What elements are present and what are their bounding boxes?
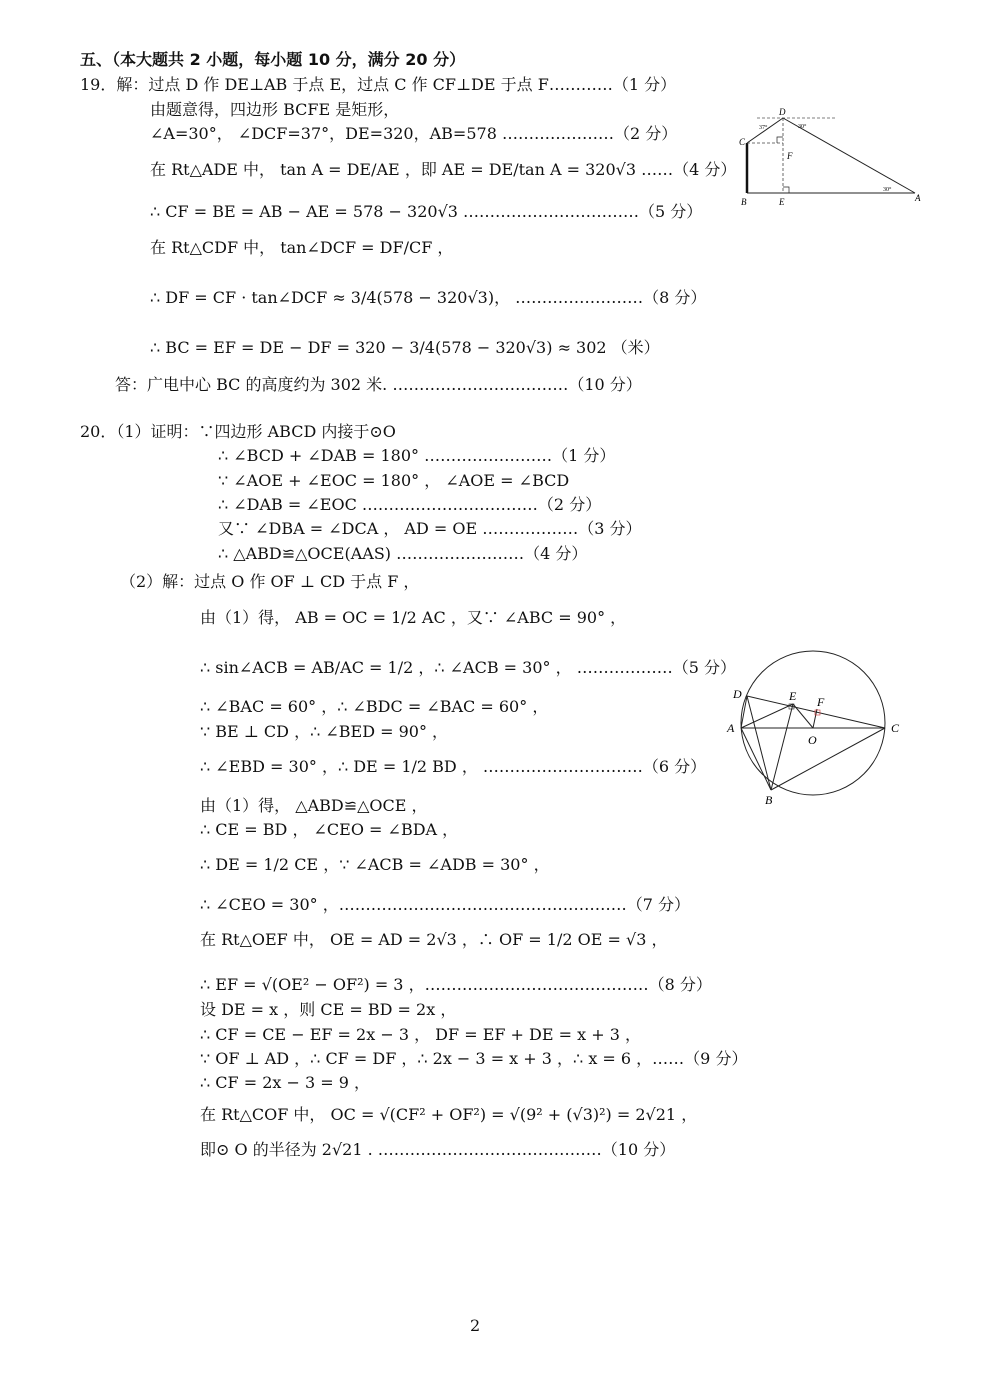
q20-line-22: ∴ CF = 2x − 3 = 9 ， (200, 1073, 370, 1092)
q20-line-15: ∴ DE = 1/2 CE ，∵ ∠ACB = ∠ADB = 30° ， (200, 855, 550, 874)
q20-figure (725, 648, 915, 808)
q20-line-18: ∴ EF = √(OE² − OF²) = 3 ，……………………………………（8 分） (200, 975, 712, 994)
q19-answer: 答：广电中心 BC 的高度约为 302 米. ……………………………（10 分） (115, 375, 642, 394)
q19-angle-30-top: 30° (798, 124, 807, 130)
q20-label-e: E (789, 689, 797, 703)
q20-line-1: 20．（1）证明：∵四边形 ABCD 内接于⊙O (80, 422, 396, 441)
q19-angle-30-a: 30° (883, 187, 892, 193)
q20-line-14: ∴ CE = BD ， ∠CEO = ∠BDA ， (200, 820, 459, 839)
q20-line-24: 即⊙ O 的半径为 2√21 . ……………………………………（10 分） (200, 1140, 676, 1159)
q20-line-13: 由（1）得， △ABD≌△OCE ， (200, 796, 428, 815)
q19-label-e: E (779, 197, 785, 207)
q20-line-9: ∴ sin∠ACB = AB/AC = 1/2 ，∴ ∠ACB = 30° ， ………………（5 分） (200, 658, 736, 677)
q20-line-6: ∴ △ABD≌△OCE(AAS) ……………………（4 分） (218, 544, 588, 563)
q20-line-3: ∵ ∠AOE + ∠EOC = 180° ， ∠AOE = ∠BCD (218, 471, 570, 490)
q19-line-8: ∴ BC = EF = DE − DF = 320 − 3/4(578 − 320√3) ≈ 302 （米） (150, 338, 660, 357)
q19-label-b: B (741, 197, 747, 207)
q19-line-4: 在 Rt△ADE 中， tan A = DE/AE ，即 AE = DE/tan A = 320√3 ……（4 分） (150, 160, 737, 179)
q20-line-20: ∴ CF = CE − EF = 2x − 3 ， DF = EF + DE = x + 3 ， (200, 1025, 642, 1044)
q20-line-8: 由（1）得， AB = OC = 1/2 AC ，又∵ ∠ABC = 90° ， (200, 608, 627, 627)
q20-line-16: ∴ ∠CEO = 30° ，………………………………………………（7 分） (200, 895, 691, 914)
q19-line-7: ∴ DF = CF · tan∠DCF ≈ 3/4(578 − 320√3)， ……………………（8 分） (150, 288, 707, 307)
page-number: 2 (470, 1316, 481, 1335)
q20-line-21: ∵ OF ⊥ AD ，∴ CF = DF ，∴ 2x − 3 = x + 3 ，∴ x = 6 ，……（9 分） (200, 1049, 748, 1068)
q20-label-f: F (817, 695, 825, 709)
q20-line-11: ∵ BE ⊥ CD ，∴ ∠BED = 90° ， (200, 722, 449, 741)
q20-label-a: A (727, 721, 735, 735)
q20-label-d: D (733, 687, 742, 701)
q20-line-10: ∴ ∠BAC = 60° ，∴ ∠BDC = ∠BAC = 60° ， (200, 697, 549, 716)
q20-label-b: B (765, 793, 773, 807)
q20-line-7: （2）解：过点 O 作 OF ⊥ CD 于点 F ， (120, 572, 420, 591)
q20-line-12: ∴ ∠EBD = 30° ，∴ DE = 1/2 BD ， …………………………（6 分） (200, 757, 707, 776)
q19-line-6: 在 Rt△CDF 中， tan∠DCF = DF/CF ， (150, 238, 454, 257)
q20-line-2: ∴ ∠BCD + ∠DAB = 180° ……………………（1 分） (218, 446, 616, 465)
q19-figure (735, 105, 925, 210)
q19-line-2: 由题意得，四边形 BCFE 是矩形， (150, 100, 400, 119)
q19-line-5: ∴ CF = BE = AB − AE = 578 − 320√3 ……………………………（5 分） (150, 202, 703, 221)
q19-line-3: ∠A=30°， ∠DCF=37°，DE=320，AB=578 …………………（2 分） (150, 124, 678, 143)
q19-label-d: D (779, 107, 786, 117)
q20-line-17: 在 Rt△OEF 中， OE = AD = 2√3 ，∴ OF = 1/2 OE = √3 ， (200, 930, 668, 949)
q19-line-1: 19．解：过点 D 作 DE⊥AB 于点 E，过点 C 作 CF⊥DE 于点 F…………（1 分） (80, 75, 677, 94)
q19-label-a: A (915, 193, 921, 203)
q20-label-o: O (808, 733, 817, 747)
q20-line-4: ∴ ∠DAB = ∠EOC ……………………………（2 分） (218, 495, 602, 514)
q20-line-19: 设 DE = x ，则 CE = BD = 2x ， (200, 1000, 457, 1019)
q20-line-5: 又∵ ∠DBA = ∠DCA ， AD = OE ………………（3 分） (218, 519, 642, 538)
q19-angle-37: 37° (759, 125, 768, 131)
q19-label-f: F (787, 151, 793, 161)
q19-label-c: C (739, 137, 746, 147)
q20-line-23: 在 Rt△COF 中， OC = √(CF² + OF²) = √(9² + (√3)²) = 2√21 ， (200, 1105, 698, 1124)
q20-label-c: C (891, 721, 900, 735)
section-heading: 五、（本大题共 2 小题，每小题 10 分，满分 20 分） (80, 50, 466, 69)
